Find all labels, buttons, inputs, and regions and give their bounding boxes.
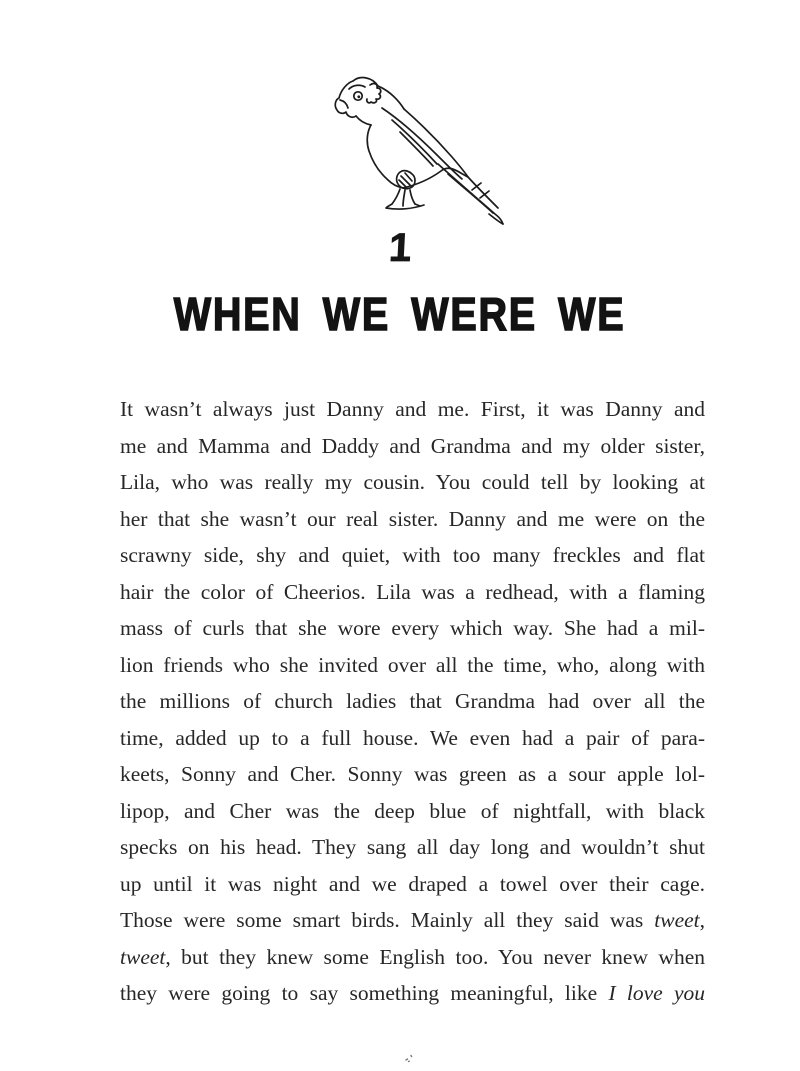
body-segment-italic: tweet [120,944,166,969]
body-segment: keets, Sonny and Cher. Sonny was green as a sour apple lol- [120,762,705,786]
chapter-title-text: WHEN WE WERE WE [174,288,626,340]
body-segment: lipop, and Cher was the deep blue of nightfall, with black [120,798,705,823]
body-segment: hair the color of Cheerios. Lila was a redhead, with a flaming [120,579,705,604]
body-line [120,829,705,866]
body-segment: mass of curls that she wore every which way. She had a mil- [120,616,705,640]
body-text [120,391,705,1012]
body-line [120,756,705,793]
body-line [120,720,705,757]
body-segment: specks on his head. They sang all day long and wouldn’t shut [120,835,705,859]
body-line [120,391,705,428]
body-line [120,902,705,939]
page-bottom-mark-icon [403,1052,417,1066]
body-line [120,866,705,903]
body-segment-italic: tweet [654,908,700,932]
body-line [120,793,705,830]
body-segment: Those were some smart birds. Mainly all they said was [120,908,655,932]
parakeet-icon [320,68,520,238]
body-segment: up until it was night and we draped a towel over their cage. [120,871,705,896]
chapter-number-glyph: 1 [387,226,413,270]
body-line [120,683,705,720]
body-segment: her that she wasn’t our real sister. Danny and me were on the [120,506,705,531]
body-line [120,464,705,501]
body-segment: , but they knew some English too. You never knew when [165,944,705,969]
body-segment: time, added up to a full house. We even had a pair of para- [120,725,705,750]
body-segment: It wasn’t always just Danny and me. First, it was Danny and [120,397,705,421]
body-line [120,537,705,574]
body-line [120,574,705,611]
body-segment: , [699,908,705,932]
chapter-title [0,288,800,340]
body-line [120,428,705,465]
bird-illustration [320,68,520,238]
body-segment-italic: I love you [608,981,705,1005]
chapter-number [0,226,800,270]
body-line [120,939,705,976]
body-line [120,610,705,647]
body-segment: they were going to say something meaningful, like [120,981,609,1005]
body-segment: me and Mamma and Daddy and Grandma and my older sister, [120,433,705,458]
body-segment: scrawny side, shy and quiet, with too many freckles and flat [120,543,705,567]
body-segment: the millions of church ladies that Grandma had over all the [120,689,705,713]
body-line [120,647,705,684]
body-segment: lion friends who she invited over all the time, who, along with [120,652,705,677]
body-line [120,501,705,538]
body-line [120,975,705,1012]
body-segment: Lila, who was really my cousin. You could tell by looking at [120,470,705,494]
